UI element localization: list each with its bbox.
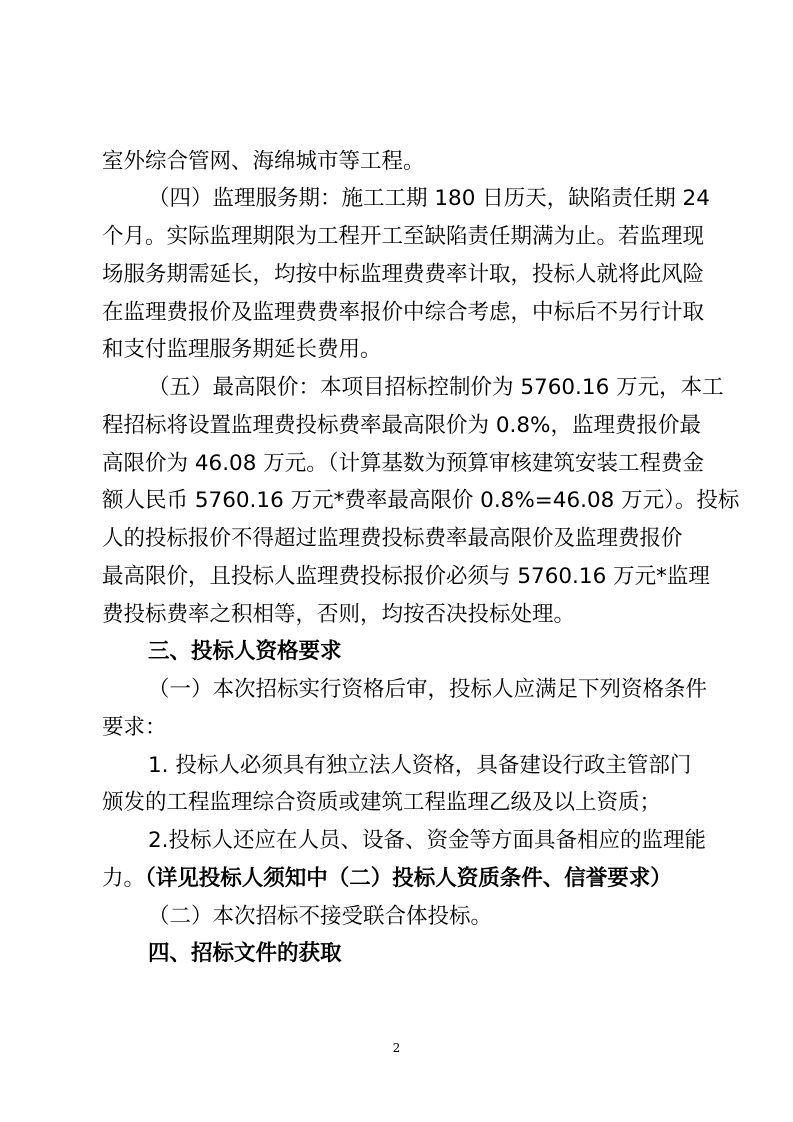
paragraph-line: 最高限价，且投标人监理费投标报价必须与 5760.16 万元*监理 (102, 564, 710, 589)
section-heading: 三、投标人资格要求 (148, 639, 342, 664)
paragraph-line: （一）本次招标实行资格后审，投标人应满足下列资格条件 (148, 677, 708, 702)
paragraph-line (102, 861, 702, 897)
paragraph-line: 要求： (102, 715, 167, 740)
paragraph-line: 程招标将设置监理费投标费率最高限价为 0.8%，监理费报价最 (102, 413, 701, 438)
paragraph-line: 场服务期需延长，均按中标监理费费率计取，投标人就将此风险 (102, 262, 705, 287)
paragraph-line: 1. 投标人必须具有独立法人资格，具备建设行政主管部门 (148, 753, 692, 778)
paragraph-line: 室外综合管网、海绵城市等工程。 (102, 149, 425, 174)
paragraph-line: 额人民币 5760.16 万元*费率最高限价 0.8%=46.08 万元）。投标 (102, 488, 740, 513)
paragraph-line: 个月。实际监理期限为工程开工至缺陷责任期满为止。若监理现 (102, 224, 705, 249)
paragraph-line: 和支付监理服务期延长费用。 (102, 337, 382, 362)
paragraph-line: （五）最高限价：本项目招标控制价为 5760.16 万元，本工 (148, 375, 724, 400)
section-heading: 四、招标文件的获取 (148, 941, 342, 966)
paragraph-line: （四）监理服务期：施工工期 180 日历天，缺陷责任期 24 (148, 186, 710, 211)
bold-reference-text: （详见投标人须知中（二）投标人资质条件、信誉要求） (145, 866, 672, 891)
paragraph-line: 2.投标人还应在人员、设备、资金等方面具备相应的监理能 (148, 828, 707, 853)
paragraph-line: （二）本次招标不接受联合体投标。 (148, 904, 493, 929)
paragraph-line: 费投标费率之积相等，否则，均按否决投标处理。 (102, 602, 576, 627)
line-text: 力。 (102, 866, 146, 891)
paragraph-line: 人的投标报价不得超过监理费投标费率最高限价及监理费报价 (102, 526, 683, 551)
paragraph-line: 颁发的工程监理综合资质或建筑工程监理乙级及以上资质； (102, 790, 662, 815)
paragraph-line: 在监理费报价及监理费费率报价中综合考虑，中标后不另行计取 (102, 300, 705, 325)
page-number: 2 (392, 1041, 401, 1055)
paragraph-line: 高限价为 46.08 万元。（计算基数为预算审核建筑安装工程费金 (102, 451, 704, 476)
